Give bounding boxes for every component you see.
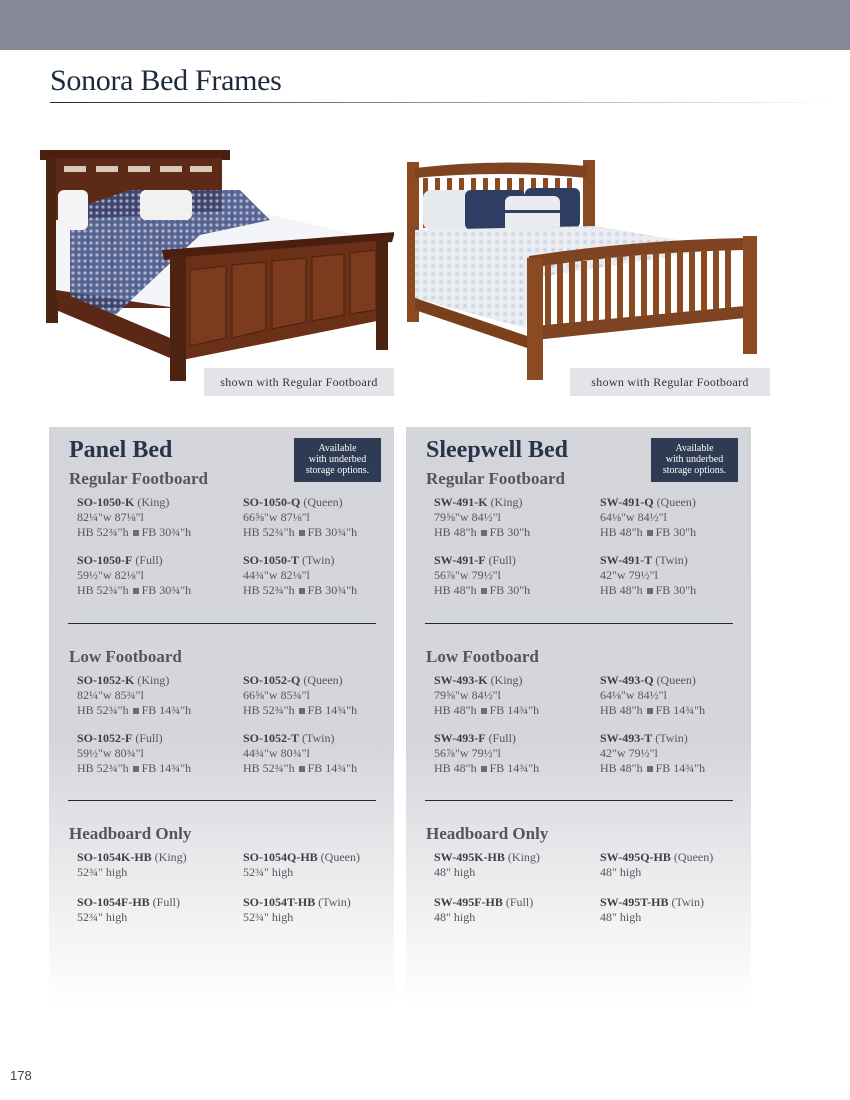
panel-bed-photo (40, 150, 394, 396)
square-bullet-icon (299, 708, 305, 714)
section-divider (425, 623, 733, 624)
product-title: Panel Bed (69, 437, 173, 463)
spec-item: SO-1050-K (King) 82¼"w 87⅛"l HB 52¾"h FB 30¾"h (77, 495, 192, 539)
photo-caption: shown with Regular Footboard (570, 368, 770, 396)
square-bullet-icon (133, 708, 139, 714)
square-bullet-icon (133, 766, 139, 772)
square-bullet-icon (647, 530, 653, 536)
spec-item: SW-491-T (Twin) 42"w 79½"l HB 48"h FB 30"h (600, 553, 697, 597)
title-rule (50, 102, 835, 103)
spec-grid (434, 850, 744, 925)
square-bullet-icon (481, 766, 487, 772)
badge-line: Available (318, 443, 357, 454)
underbed-storage-badge (294, 438, 381, 482)
spec-item: SO-1054F-HB (Full) 52¾" high (77, 895, 181, 924)
badge-line: with underbed (308, 454, 367, 465)
square-bullet-icon (133, 588, 139, 594)
section-heading-headboard-only: Headboard Only (426, 824, 549, 843)
square-bullet-icon (481, 530, 487, 536)
underbed-storage-badge (651, 438, 738, 482)
section-divider (425, 800, 733, 801)
badge-line: with underbed (665, 454, 724, 465)
section-divider (68, 623, 376, 624)
spec-item: SW-491-K (King) 79⅝"w 84½"l HB 48"h FB 30"h (434, 495, 531, 539)
spec-grid (434, 673, 744, 776)
spec-grid (77, 673, 387, 776)
spec-grid (434, 495, 744, 598)
spec-item: SW-491-F (Full) 56⅞"w 79½"l HB 48"h FB 30"h (434, 553, 531, 597)
spec-item: SW-493-K (King) 79⅝"w 84½"l HB 48"h FB 14¾"h (434, 673, 540, 717)
square-bullet-icon (299, 766, 305, 772)
panel-bed-illustration (40, 150, 394, 396)
section-divider (68, 800, 376, 801)
spec-item: SO-1052-T (Twin) 44¾"w 80¾"l HB 52¾"h FB 14¾"h (243, 731, 358, 775)
spec-grid (77, 850, 387, 925)
sleepwell-bed-spec-panel (406, 427, 751, 1007)
header-band (0, 0, 850, 50)
spec-item: SW-495K-HB (King) 48" high (434, 850, 540, 879)
panel-bed-spec-panel (49, 427, 394, 1007)
spec-item: SO-1054Q-HB (Queen) 52¾" high (243, 850, 360, 879)
spec-item: SO-1050-Q (Queen) 66⅝"w 87⅛"l HB 52¾"h FB 30¾"h (243, 495, 358, 539)
spec-grid (77, 495, 387, 598)
square-bullet-icon (647, 766, 653, 772)
photo-caption: shown with Regular Footboard (204, 368, 394, 396)
spec-item: SO-1054K-HB (King) 52¾" high (77, 850, 187, 879)
square-bullet-icon (481, 588, 487, 594)
spec-item: SW-493-F (Full) 56⅞"w 79½"l HB 48"h FB 14¾"h (434, 731, 540, 775)
spec-item: SW-495T-HB (Twin) 48" high (600, 895, 704, 924)
spec-item: SW-495F-HB (Full) 48" high (434, 895, 534, 924)
spec-item: SO-1050-F (Full) 59½"w 82⅛"l HB 52¾"h FB 30¾"h (77, 553, 192, 597)
square-bullet-icon (481, 708, 487, 714)
sleepwell-bed-illustration (405, 158, 760, 396)
square-bullet-icon (133, 530, 139, 536)
badge-line: storage options. (662, 465, 727, 476)
spec-item: SO-1054T-HB (Twin) 52¾" high (243, 895, 351, 924)
spec-item: SO-1050-T (Twin) 44¾"w 82⅛"l HB 52¾"h FB 30¾"h (243, 553, 358, 597)
spec-item: SO-1052-Q (Queen) 66⅝"w 85¾"l HB 52¾"h FB 14¾"h (243, 673, 358, 717)
square-bullet-icon (647, 588, 653, 594)
square-bullet-icon (647, 708, 653, 714)
square-bullet-icon (299, 588, 305, 594)
page-number: 178 (10, 1068, 32, 1083)
badge-line: Available (675, 443, 714, 454)
spec-item: SW-491-Q (Queen) 64⅛"w 84½"l HB 48"h FB 30"h (600, 495, 697, 539)
spec-item: SW-495Q-HB (Queen) 48" high (600, 850, 714, 879)
section-heading-regular-footboard: Regular Footboard (426, 469, 565, 488)
sleepwell-bed-photo (405, 158, 760, 396)
spec-item: SO-1052-K (King) 82¼"w 85¾"l HB 52¾"h FB 14¾"h (77, 673, 192, 717)
section-heading-regular-footboard: Regular Footboard (69, 469, 208, 488)
square-bullet-icon (299, 530, 305, 536)
page-title: Sonora Bed Frames (50, 64, 282, 97)
section-heading-low-footboard: Low Footboard (426, 647, 539, 666)
spec-item: SO-1052-F (Full) 59½"w 80¾"l HB 52¾"h FB 14¾"h (77, 731, 192, 775)
product-title: Sleepwell Bed (426, 437, 568, 463)
badge-line: storage options. (305, 465, 370, 476)
spec-item: SW-493-T (Twin) 42"w 79½"l HB 48"h FB 14¾"h (600, 731, 706, 775)
spec-item: SW-493-Q (Queen) 64⅛"w 84½"l HB 48"h FB 14¾"h (600, 673, 706, 717)
section-heading-low-footboard: Low Footboard (69, 647, 182, 666)
section-heading-headboard-only: Headboard Only (69, 824, 192, 843)
